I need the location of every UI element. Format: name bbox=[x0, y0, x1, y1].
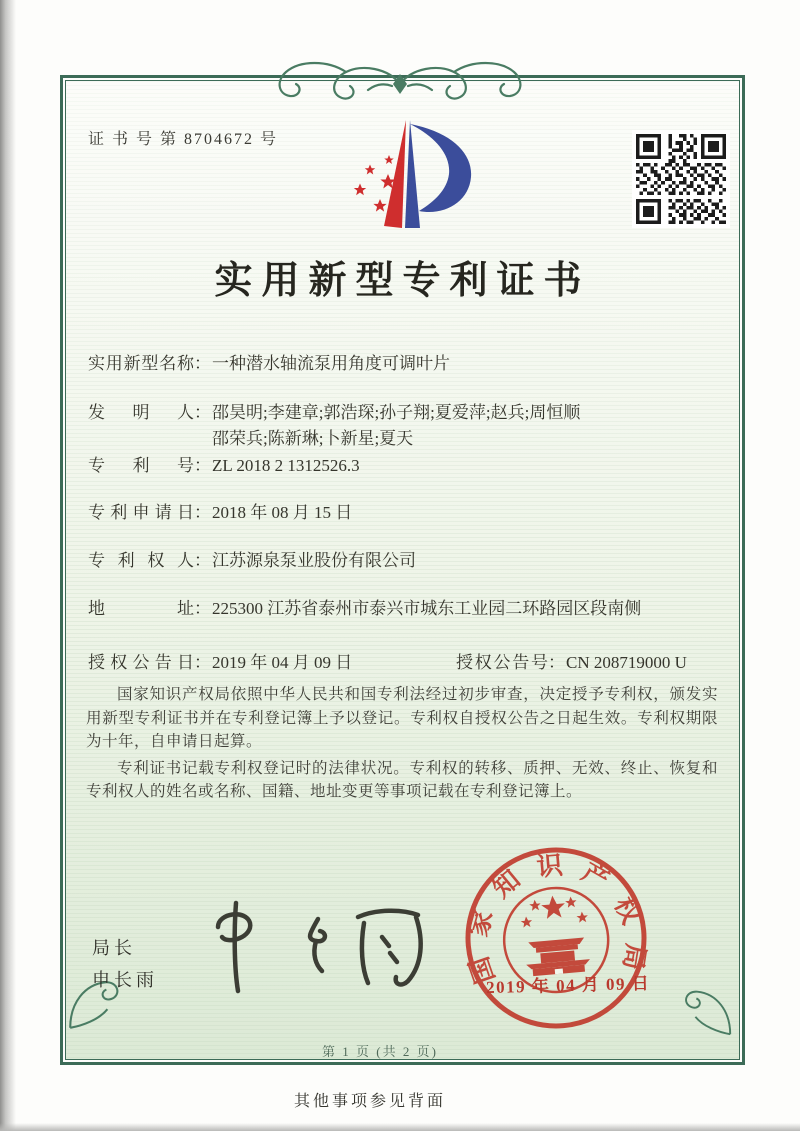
legal-text-block bbox=[86, 683, 718, 807]
field-value: CN 208719000 U bbox=[566, 653, 687, 672]
scan-shadow-bottom bbox=[0, 1123, 800, 1131]
official-seal bbox=[452, 834, 660, 1042]
director-signature bbox=[198, 888, 438, 1000]
field-address: 地址 ： 225300 江苏省泰州市泰兴市城东工业园二环路园区段南侧 bbox=[88, 596, 722, 622]
certificate-title: 实用新型专利证书 bbox=[214, 260, 591, 302]
field-label: 授权公告号 bbox=[456, 653, 548, 672]
field-patentee: 专利权人 ： 江苏源泉泵业股份有限公司 bbox=[88, 548, 722, 574]
field-inventors: 发明人 ： 邵昊明;李建章;郭浩琛;孙子翔;夏爱萍;赵兵;周恒顺 邵荣兵;陈新琳;卜新星;夏天 bbox=[88, 400, 722, 452]
page-number: 第 1 页 (共 2 页) bbox=[322, 1044, 438, 1059]
seal-date: 2019 年 04 月 09 日 bbox=[485, 973, 651, 998]
field-label: 授权公告日 bbox=[88, 653, 194, 672]
border-flourish-bottom-right-icon bbox=[678, 982, 736, 1040]
inventors-line-2: 邵荣兵;陈新琳;卜新星;夏天 bbox=[212, 429, 414, 448]
field-value: ZL 2018 2 1312526.3 bbox=[212, 456, 360, 475]
field-value: 一种潜水轴流泵用角度可调叶片 bbox=[212, 354, 450, 373]
seal-text: 国家知识产权局 bbox=[463, 850, 651, 988]
field-label: 专利权人 bbox=[88, 551, 194, 570]
cnipa-patent-logo-icon bbox=[332, 114, 482, 238]
field-grant-date: 授权公告日 ： 2019 年 04 月 09 日 bbox=[88, 650, 456, 676]
director-name: 申长雨 bbox=[92, 970, 158, 990]
field-label: 专利号 bbox=[88, 456, 194, 475]
field-value: 2019 年 04 月 09 日 bbox=[212, 653, 353, 672]
field-value: 225300 江苏省泰州市泰兴市城东工业园二环路园区段南侧 bbox=[212, 599, 642, 618]
field-label: 发明人 bbox=[88, 403, 194, 422]
border-flourish-top-icon bbox=[248, 54, 552, 110]
field-value: 2018 年 08 月 15 日 bbox=[212, 503, 353, 522]
certificate-number: 证 书 号 第 8704672 号 bbox=[88, 131, 279, 148]
field-grant-row bbox=[88, 650, 722, 676]
inventors-line-1: 邵昊明;李建章;郭浩琛;孙子翔;夏爱萍;赵兵;周恒顺 bbox=[212, 403, 581, 422]
field-label: 专利申请日 bbox=[88, 503, 194, 522]
field-filing-date: 专利申请日 ： 2018 年 08 月 15 日 bbox=[88, 500, 722, 526]
field-value: 江苏源泉泵业股份有限公司 bbox=[212, 551, 416, 570]
field-patent-number: 专利号 ： ZL 2018 2 1312526.3 bbox=[88, 453, 722, 479]
field-grant-number: 授权公告号 ： CN 208719000 U bbox=[456, 650, 722, 676]
legal-paragraph-2: 专利证书记载专利权登记时的法律状况。专利权的转移、质押、无效、终止、恢复和专利权人的姓名或名称、国籍、地址变更等事项记载在专利登记簿上。 bbox=[86, 759, 718, 800]
field-utility-model-name: 实用新型名称 ： 一种潜水轴流泵用角度可调叶片 bbox=[88, 351, 722, 377]
scan-shadow-left bbox=[0, 0, 16, 1131]
field-value bbox=[212, 400, 722, 452]
field-label: 实用新型名称 bbox=[88, 354, 194, 373]
legal-paragraph-1: 国家知识产权局依照中华人民共和国专利法经过初步审查，决定授予专利权，颁发实用新型专利证书并在专利登记簿上予以登记。专利权自授权公告之日起生效。专利权期限为十年，自申请日起算。 bbox=[86, 686, 718, 750]
qr-code bbox=[632, 130, 730, 228]
back-side-note: 其他事项参见背面 bbox=[293, 1093, 446, 1110]
director-title: 局长 bbox=[92, 938, 136, 958]
field-label: 地址 bbox=[88, 599, 194, 618]
